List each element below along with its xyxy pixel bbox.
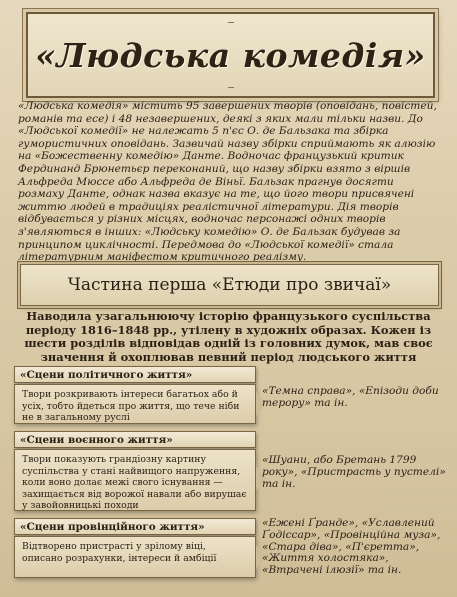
page-title: «Людська комедія» bbox=[35, 35, 426, 75]
section-works-military: «Шуани, або Бретань 1799 року», «Пристрасть у пустелі» та ін. bbox=[262, 454, 446, 490]
part-description: Наводила узагальнюючу історію французького суспільства періоду 1816–1848 рр., утілену в художніх образах. Кожен із шести розділів відповідав одній із головних думок, мав своє значення й охоплював певний період людського життя bbox=[24, 309, 433, 364]
section-body-military: Твори показують грандіозну картину суспільства у стані найвищого напруження, коли воно долає межі свого існування — захищається від ворожої навали або вирушає у завойовницькі походи bbox=[14, 449, 256, 511]
part-heading-banner bbox=[20, 264, 439, 306]
section-works-provincial: «Ежені Ґранде», «Уславлений Ґодіссар», «Провінційна муза», «Стара діва», «П'єретта», «Життя холостяка», «Втрачені ілюзії» та ін. bbox=[262, 517, 441, 577]
section-body-provincial: Відтворено пристрасті у зрілому віці, описано розрахунки, інтереси й амбіції bbox=[14, 536, 256, 578]
section-heading-provincial: «Сцени провінційного життя» bbox=[14, 518, 256, 535]
section-body-political: Твори розкривають інтереси багатьох або й усіх, тобто йдеться про життя, що тече ніби не в загальному руслі bbox=[14, 384, 256, 424]
section-heading-military: «Сцени воєнного життя» bbox=[14, 431, 256, 448]
section-heading-political: «Сцени політичного життя» bbox=[14, 366, 256, 383]
part-heading: Частина перша «Етюди про звичаї» bbox=[67, 275, 392, 295]
section-works-political: «Темна справа», «Епізоди доби терору» та ін. bbox=[262, 385, 439, 409]
title-banner bbox=[26, 12, 435, 98]
intro-paragraph: «Людська комедія» містить 95 завершених творів (оповідань, повістей, романів та есе) і 48 незавершених, деякі з яких мали тільки назви. До «Людської комедії» не належать 5 п'єс О. де Бальзака та збірка гумористичних оповідань. Зазвичай назву збірки сприймають як алюзію на «Божественну комедію» Данте. Водночас французький критик Фердинанд Брюнетьєр переконаний, що назву збірки взято з віршів Альфреда Мюссе або Альфреда де Віньї. Бальзак прагнув досягти розмаху Данте, однак назва вказує на те, що його твори присвячені життю людей в традиціях реалістичної літератури. Дія творів відбувається у різних місцях, водночас персонажі одних творів з'являються в інших: «Людську комедію» О. де Бальзак будував за принципом циклічності. Передмова до «Людської комедії» стала літературним маніфестом критичного реалізму. bbox=[18, 100, 437, 264]
